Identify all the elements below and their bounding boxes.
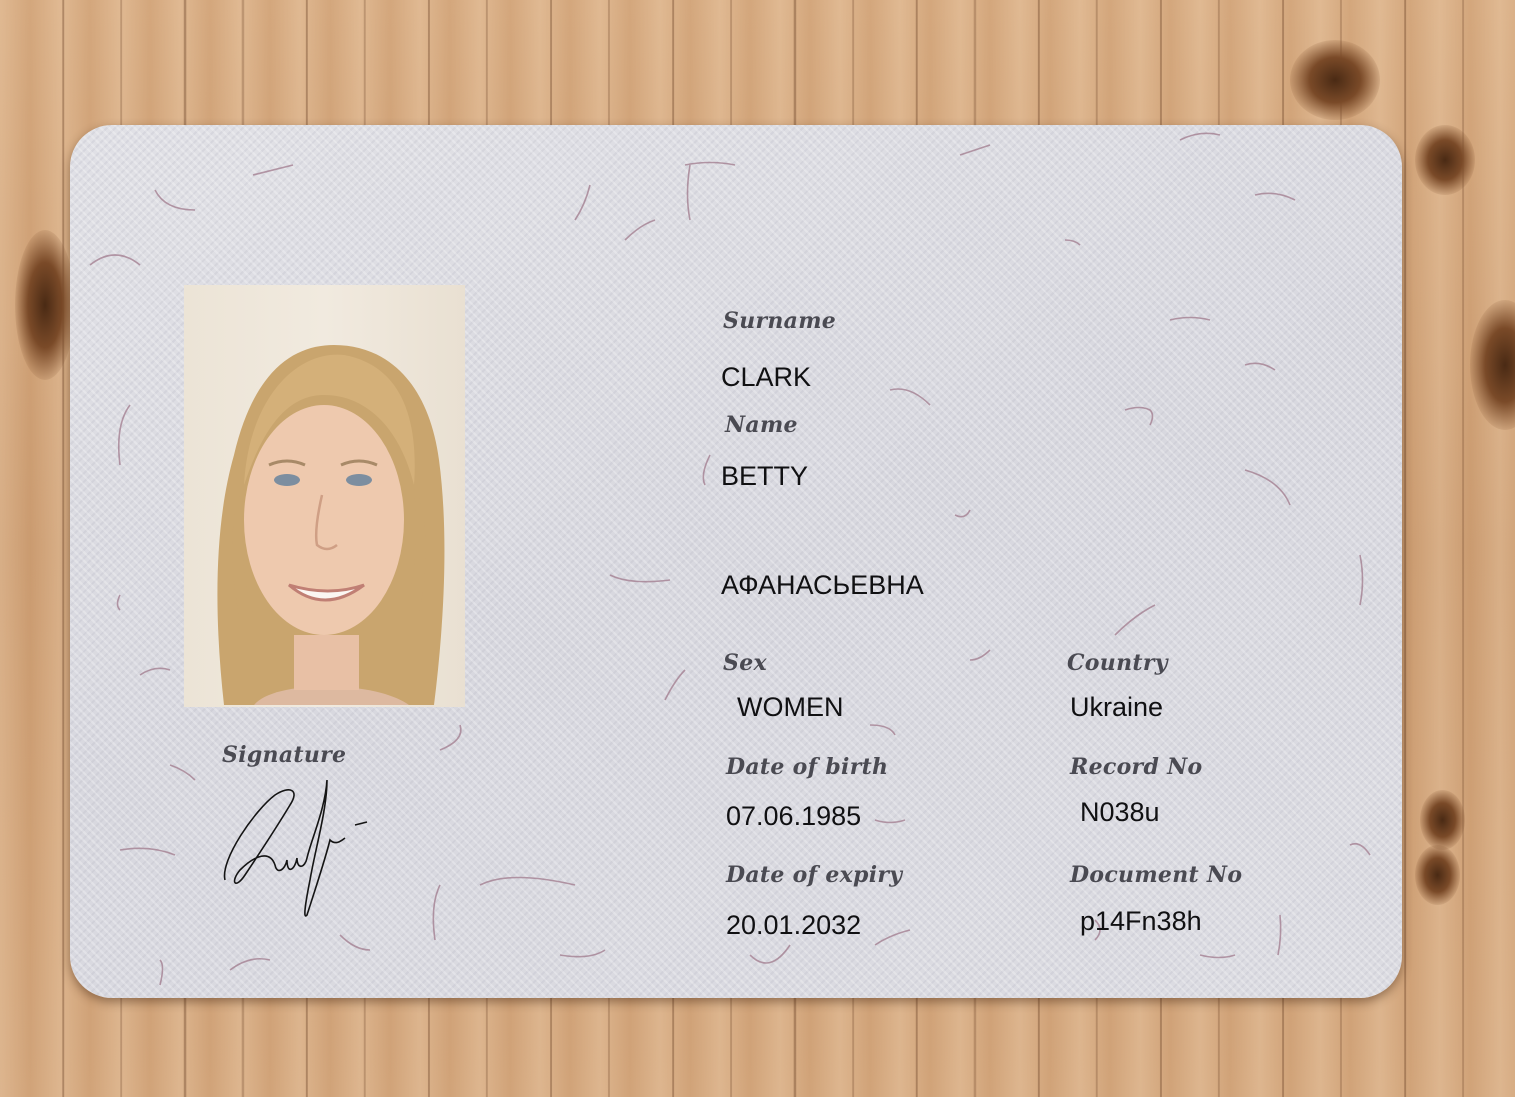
sex-value: WOMEN	[737, 692, 844, 722]
country-value: Ukraine	[1070, 692, 1164, 722]
wood-knot	[1290, 40, 1380, 120]
portrait-photo-icon	[184, 285, 465, 707]
patronymic-value: АФАНАСЬЕВНА	[721, 570, 924, 600]
country-label: Country	[1067, 650, 1168, 676]
surname-value: CLARK	[721, 362, 812, 392]
date-of-expiry-label: Date of expiry	[726, 862, 903, 888]
sex-label: Sex	[723, 650, 767, 676]
wood-knot	[15, 230, 75, 380]
wood-knot	[1470, 300, 1515, 430]
surname-label: Surname	[723, 308, 837, 334]
name-value: BETTY	[721, 461, 809, 491]
date-of-birth-value: 07.06.1985	[726, 801, 862, 831]
date-of-birth-label: Date of birth	[726, 754, 889, 780]
wood-knot	[1415, 845, 1460, 905]
wood-knot	[1420, 790, 1465, 850]
name-label: Name	[725, 412, 798, 438]
date-of-expiry-value: 20.01.2032	[726, 910, 862, 940]
record-no-value: N038u	[1080, 797, 1160, 827]
document-no-label: Document No	[1070, 862, 1243, 888]
id-card	[70, 125, 1402, 998]
document-no-value: p14Fn38h	[1080, 906, 1202, 936]
wood-knot	[1415, 125, 1475, 195]
record-no-label: Record No	[1070, 754, 1203, 780]
signature-label: Signature	[222, 742, 347, 768]
signature-icon	[215, 770, 385, 920]
portrait-photo	[184, 285, 465, 707]
